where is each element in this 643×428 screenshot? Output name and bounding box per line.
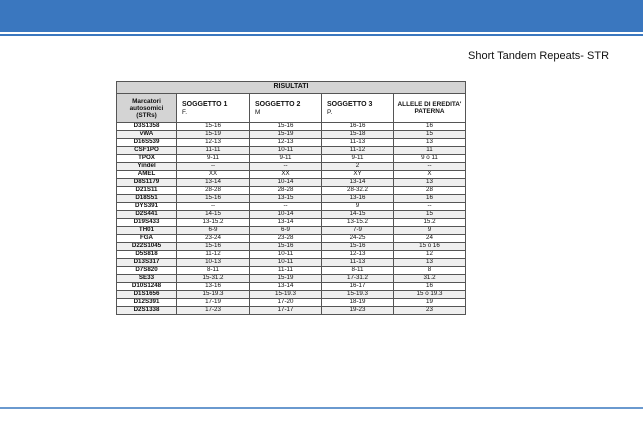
cell-marker: D2S441 (117, 211, 177, 219)
cell-marker: SE33 (117, 275, 177, 283)
cell-subject-3: 11-12 (322, 147, 394, 155)
cell-paternal-allele: 8 (394, 267, 466, 275)
table-row (117, 219, 466, 227)
cell-subject-1: 15-16 (177, 195, 250, 203)
footer-divider (0, 407, 643, 409)
cell-marker: vWA (117, 131, 177, 139)
cell-paternal-allele: 15 o 19.3 (394, 291, 466, 299)
cell-subject-3: 16-16 (322, 123, 394, 131)
cell-subject-2: 10-11 (250, 251, 322, 259)
cell-subject-2: 11-11 (250, 267, 322, 275)
cell-subject-1: 11-12 (177, 251, 250, 259)
table-row (117, 203, 466, 211)
table-body (117, 123, 466, 315)
table-row (117, 243, 466, 251)
header-subject-3-sub: P. (327, 108, 333, 116)
header-subject-3-label: SOGGETTO 3 (327, 100, 373, 108)
cell-subject-2: 15-19 (250, 275, 322, 283)
cell-subject-2: 13-14 (250, 219, 322, 227)
cell-marker: DYS391 (117, 203, 177, 211)
cell-subject-1: 13-15.2 (177, 219, 250, 227)
cell-subject-2: -- (250, 203, 322, 211)
cell-subject-3: XY (322, 171, 394, 179)
cell-subject-2: 10-14 (250, 179, 322, 187)
cell-subject-2: 6-9 (250, 227, 322, 235)
cell-marker: D22S1045 (117, 243, 177, 251)
cell-subject-2: -- (250, 163, 322, 171)
cell-subject-3: 15-19.3 (322, 291, 394, 299)
cell-subject-1: 9-11 (177, 155, 250, 163)
cell-marker: D7S820 (117, 267, 177, 275)
cell-paternal-allele: 9 (394, 227, 466, 235)
cell-marker: D5S818 (117, 251, 177, 259)
slide-title: Short Tandem Repeats- STR (468, 50, 610, 62)
cell-subject-3: 9 (322, 203, 394, 211)
cell-subject-2: 15-19 (250, 131, 322, 139)
cell-marker: TH01 (117, 227, 177, 235)
cell-subject-3: 11-13 (322, 139, 394, 147)
table-row (117, 211, 466, 219)
cell-subject-1: 15-19 (177, 131, 250, 139)
cell-subject-3: 11-13 (322, 259, 394, 267)
cell-subject-3: 9-11 (322, 155, 394, 163)
cell-paternal-allele: 23 (394, 307, 466, 315)
cell-subject-3: 14-15 (322, 211, 394, 219)
table-caption: RISULTATI (117, 82, 466, 94)
table-row (117, 275, 466, 283)
header-subject-2-label: SOGGETTO 2 (255, 100, 301, 108)
cell-paternal-allele: 16 (394, 195, 466, 203)
cell-subject-3: 19-23 (322, 307, 394, 315)
table-row (117, 139, 466, 147)
table-row (117, 291, 466, 299)
cell-paternal-allele: 12 (394, 251, 466, 259)
cell-subject-3: 28-32.2 (322, 187, 394, 195)
cell-subject-1: 13-16 (177, 283, 250, 291)
cell-subject-2: 23-28 (250, 235, 322, 243)
cell-subject-1: 6-9 (177, 227, 250, 235)
cell-marker: AMEL (117, 171, 177, 179)
cell-paternal-allele: 31.2 (394, 275, 466, 283)
cell-marker: D8S1179 (117, 179, 177, 187)
table-row (117, 123, 466, 131)
cell-paternal-allele: X (394, 171, 466, 179)
table-row (117, 251, 466, 259)
table-row (117, 179, 466, 187)
cell-subject-1: 17-23 (177, 307, 250, 315)
cell-subject-1: 12-13 (177, 139, 250, 147)
cell-subject-3: 8-11 (322, 267, 394, 275)
table-row (117, 155, 466, 163)
table-row (117, 147, 466, 155)
table-row (117, 267, 466, 275)
cell-marker: D13S317 (117, 259, 177, 267)
cell-subject-1: 23-24 (177, 235, 250, 243)
cell-subject-2: 10-11 (250, 147, 322, 155)
cell-paternal-allele: 13 (394, 259, 466, 267)
table-row (117, 195, 466, 203)
cell-subject-3: 16-17 (322, 283, 394, 291)
cell-paternal-allele: 28 (394, 187, 466, 195)
cell-subject-1: 15-16 (177, 123, 250, 131)
table-row (117, 259, 466, 267)
cell-subject-1: 14-15 (177, 211, 250, 219)
table-row (117, 283, 466, 291)
cell-marker: D2S1338 (117, 307, 177, 315)
table-row (117, 187, 466, 195)
cell-subject-3: 17-31.2 (322, 275, 394, 283)
cell-subject-1: -- (177, 203, 250, 211)
cell-subject-3: 13-15.2 (322, 219, 394, 227)
cell-subject-1: 8-11 (177, 267, 250, 275)
cell-paternal-allele: 24 (394, 235, 466, 243)
cell-marker: D18S51 (117, 195, 177, 203)
cell-subject-2: 28-28 (250, 187, 322, 195)
table-header-row (117, 94, 466, 123)
cell-subject-2: 13-15 (250, 195, 322, 203)
table-caption-row (117, 82, 466, 94)
cell-subject-2: 9-11 (250, 155, 322, 163)
cell-marker: FGA (117, 235, 177, 243)
cell-subject-2: XX (250, 171, 322, 179)
cell-subject-2: 12-13 (250, 139, 322, 147)
table-row (117, 131, 466, 139)
cell-subject-1: 13-14 (177, 179, 250, 187)
table-row (117, 235, 466, 243)
cell-subject-3: 7-9 (322, 227, 394, 235)
cell-subject-3: 13-14 (322, 179, 394, 187)
cell-paternal-allele: 11 (394, 147, 466, 155)
header-subject-1 (177, 94, 250, 123)
cell-subject-3: 18-19 (322, 299, 394, 307)
cell-subject-2: 13-14 (250, 283, 322, 291)
cell-marker: D21S11 (117, 187, 177, 195)
cell-marker: Yindel (117, 163, 177, 171)
cell-subject-1: XX (177, 171, 250, 179)
str-results-table (116, 81, 466, 315)
cell-subject-2: 15-19.3 (250, 291, 322, 299)
cell-subject-1: 10-13 (177, 259, 250, 267)
cell-subject-3: 15-16 (322, 243, 394, 251)
cell-subject-1: 15-31.2 (177, 275, 250, 283)
header-markers-label: Marcatori autosomici (STRs) (129, 97, 164, 119)
cell-paternal-allele: 19 (394, 299, 466, 307)
cell-subject-2: 15-16 (250, 243, 322, 251)
cell-subject-2: 17-20 (250, 299, 322, 307)
cell-marker: D3S1358 (117, 123, 177, 131)
cell-subject-3: 13-16 (322, 195, 394, 203)
header-markers (117, 94, 177, 123)
cell-subject-3: 2 (322, 163, 394, 171)
cell-marker: CSF1PO (117, 147, 177, 155)
cell-paternal-allele: 16 (394, 283, 466, 291)
cell-subject-2: 10-14 (250, 211, 322, 219)
cell-paternal-allele: 15.2 (394, 219, 466, 227)
cell-paternal-allele: 15 o 16 (394, 243, 466, 251)
cell-subject-1: 15-16 (177, 243, 250, 251)
cell-paternal-allele: -- (394, 163, 466, 171)
cell-paternal-allele: 16 (394, 123, 466, 131)
cell-paternal-allele: 15 (394, 211, 466, 219)
cell-marker: D19S433 (117, 219, 177, 227)
table-row (117, 307, 466, 315)
cell-subject-1: -- (177, 163, 250, 171)
cell-paternal-allele: 15 (394, 131, 466, 139)
header-band (0, 0, 643, 32)
cell-subject-3: 12-13 (322, 251, 394, 259)
header-subject-1-label: SOGGETTO 1 (182, 100, 228, 108)
cell-subject-3: 24-25 (322, 235, 394, 243)
table-row (117, 299, 466, 307)
cell-paternal-allele: 13 (394, 139, 466, 147)
cell-subject-2: 15-16 (250, 123, 322, 131)
cell-subject-3: 15-18 (322, 131, 394, 139)
cell-marker: TPOX (117, 155, 177, 163)
table-row (117, 171, 466, 179)
cell-subject-2: 17-17 (250, 307, 322, 315)
cell-marker: D12S391 (117, 299, 177, 307)
cell-subject-1: 11-11 (177, 147, 250, 155)
header-subject-3 (322, 94, 394, 123)
header-paternal-allele (394, 94, 466, 123)
cell-marker: D16S539 (117, 139, 177, 147)
header-subject-1-sub: F. (182, 108, 187, 116)
cell-paternal-allele: 9 o 11 (394, 155, 466, 163)
cell-paternal-allele: -- (394, 203, 466, 211)
cell-paternal-allele: 13 (394, 179, 466, 187)
header-divider (0, 34, 643, 36)
header-subject-2 (250, 94, 322, 123)
cell-subject-1: 28-28 (177, 187, 250, 195)
table-row (117, 163, 466, 171)
header-paternal-allele-label: ALLELE DI EREDITA' PATERNA (397, 101, 462, 115)
cell-subject-1: 17-19 (177, 299, 250, 307)
cell-subject-2: 10-11 (250, 259, 322, 267)
cell-subject-1: 15-19.3 (177, 291, 250, 299)
cell-marker: D1S1656 (117, 291, 177, 299)
cell-marker: D10S1248 (117, 283, 177, 291)
table-row (117, 227, 466, 235)
header-subject-2-sub: M (255, 108, 261, 116)
